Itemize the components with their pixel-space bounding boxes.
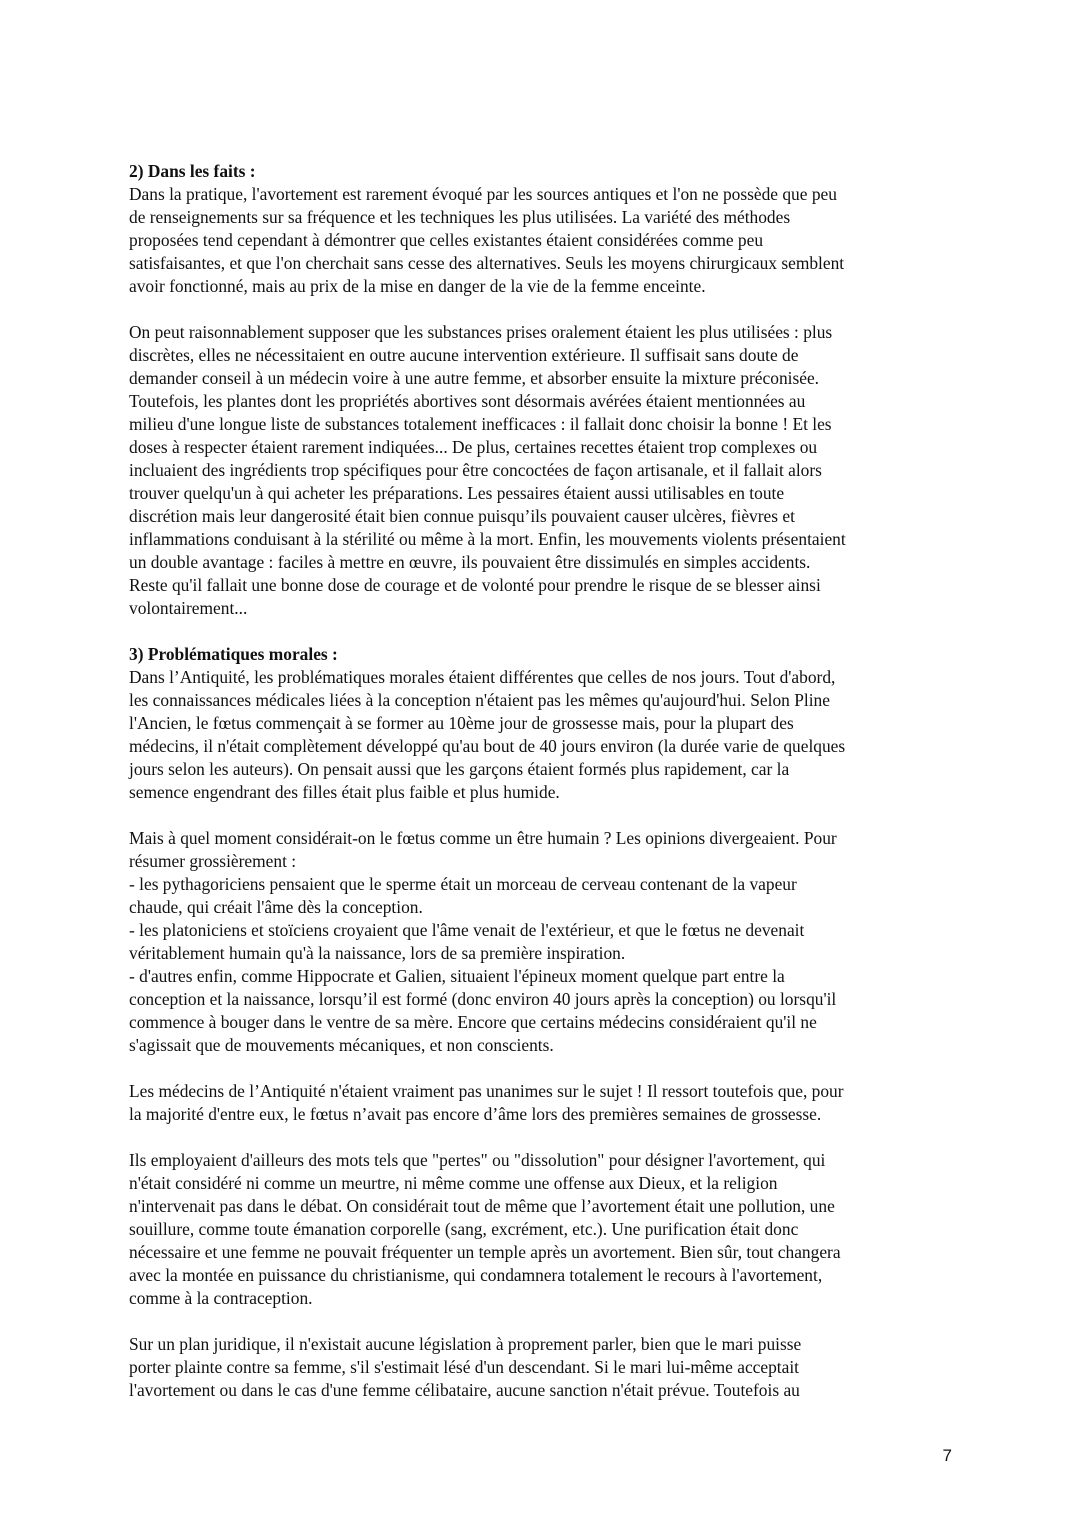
- paragraph: On peut raisonnablement supposer que les substances prises oralement étaient les plus utilisées : plus discrètes, elles ne nécessitaient en outre aucune intervention extérieure. Il suffisait sans doute de demander conseil à un médecin voire à une autre femme, et absorber ensuite la mixture préconisée. Toutefois, les plantes dont les propriétés abortives sont désormais avérées étaient mentionnées au milieu d'une longue liste de substances totalement inefficaces : il fallait donc choisir la bonne ! Et les doses à respecter étaient rarement indiquées... De plus, certaines recettes étaient trop complexes ou incluaient des ingrédients trop spécifiques pour être concoctées de façon artisanale, et il fallait alors trouver quelqu'un à qui acheter les préparations. Les pessaires étaient aussi utilisables en toute discrétion mais leur dangerosité était bien connue puisqu’ils pouvaient causer ulcères, fièvres et inflammations conduisant à la stérilité ou même à la mort. Enfin, les mouvements violents présentaient un double avantage : faciles à mettre en œuvre, ils pouvaient être dissimulés en simples accidents. Reste qu'il fallait une bonne dose de courage et de volonté pour prendre le risque de se blesser ainsi volontairement...: [129, 322, 846, 618]
- paragraph: Ils employaient d'ailleurs des mots tels que "pertes" ou "dissolution" pour désigner l'avortement, qui n'était considéré ni comme un meurtre, ni même comme une offense aux Dieux, et la religion n'intervenait pas dans le débat. On considérait tout de même que l’avortement était une pollution, une souillure, comme toute émanation corporelle (sang, excrément, etc.). Une purification était donc nécessaire et une femme ne pouvait fréquenter un temple après un avortement. Bien sûr, tout changera avec la montée en puissance du christianisme, qui condamnera totalement le recours à l'avortement, comme à la contraception.: [129, 1150, 841, 1308]
- paragraph: Sur un plan juridique, il n'existait aucune législation à proprement parler, bien que le mari puisse porter plainte contre sa femme, s'il s'estimait lésé d'un descendant. Si le mari lui-même acceptait l'avortement ou dans le cas d'une femme célibataire, aucune sanction n'était prévue. Toutefois au: [129, 1334, 802, 1400]
- list-item: - d'autres enfin, comme Hippocrate et Galien, situaient l'épineux moment quelque part entre la conception et la naissance, lorsqu’il est formé (donc environ 40 jours après la conception) ou lorsqu'il commence à bouger dans le ventre de sa mère. Encore que certains médecins considéraient qu'il ne s'agissait que de mouvements mécaniques, et non conscients.: [129, 966, 837, 1055]
- paragraph: Mais à quel moment considérait-on le fœtus comme un être humain ? Les opinions divergeaient. Pour résumer grossièrement :: [129, 828, 837, 871]
- paragraph: Les médecins de l’Antiquité n'étaient vraiment pas unanimes sur le sujet ! Il ressort toutefois que, pour la majorité d'entre eux, le fœtus n’avait pas encore d’âme lors des premières semaines de grossesse.: [129, 1081, 844, 1124]
- paragraph-gap: [129, 1126, 955, 1149]
- paragraph: Dans l’Antiquité, les problématiques morales étaient différentes que celles de nos jours. Tout d'abord, les connaissances médicales liées à la conception n'étaient pas les mêmes qu'aujourd'hui. Selon Pline l'Ancien, le fœtus commençait à se former au 10ème jour de grossesse mais, pour la plupart des médecins, il n'était complètement développé qu'au bout de 40 jours environ (la durée varie de quelques jours selon les auteurs). On pensait aussi que les garçons étaient formés plus rapidement, car la semence engendrant des filles était plus faible et plus humide.: [129, 667, 846, 802]
- list-item: - les pythagoriciens pensaient que le sperme était un morceau de cerveau contenant de la vapeur chaude, qui créait l'âme dès la conception.: [129, 874, 797, 917]
- paragraph: Dans la pratique, l'avortement est rarement évoqué par les sources antiques et l'on ne possède que peu de renseignements sur sa fréquence et les techniques les plus utilisées. La variété des méthodes proposées tend cependant à démontrer que celles existantes étaient considérées comme peu satisfaisantes, et que l'on cherchait sans cesse des alternatives. Seuls les moyens chirurgicaux semblent avoir fonctionné, mais au prix de la mise en danger de la vie de la femme enceinte.: [129, 184, 845, 296]
- paragraph-gap: [129, 1057, 955, 1080]
- document-page: [129, 160, 955, 1402]
- section-heading-dans-les-faits: 2) Dans les faits :: [129, 161, 256, 181]
- paragraph-gap: [129, 298, 955, 321]
- paragraph-gap: [129, 1310, 955, 1333]
- section-heading-problematiques-morales: 3) Problématiques morales :: [129, 644, 338, 664]
- list-item: - les platoniciens et stoïciens croyaient que l'âme venait de l'extérieur, et que le fœtus ne devenait véritablement humain qu'à la naissance, lors de sa première inspiration.: [129, 920, 805, 963]
- paragraph-gap: [129, 620, 955, 643]
- paragraph-gap: [129, 804, 955, 827]
- page-number: 7: [942, 1446, 952, 1465]
